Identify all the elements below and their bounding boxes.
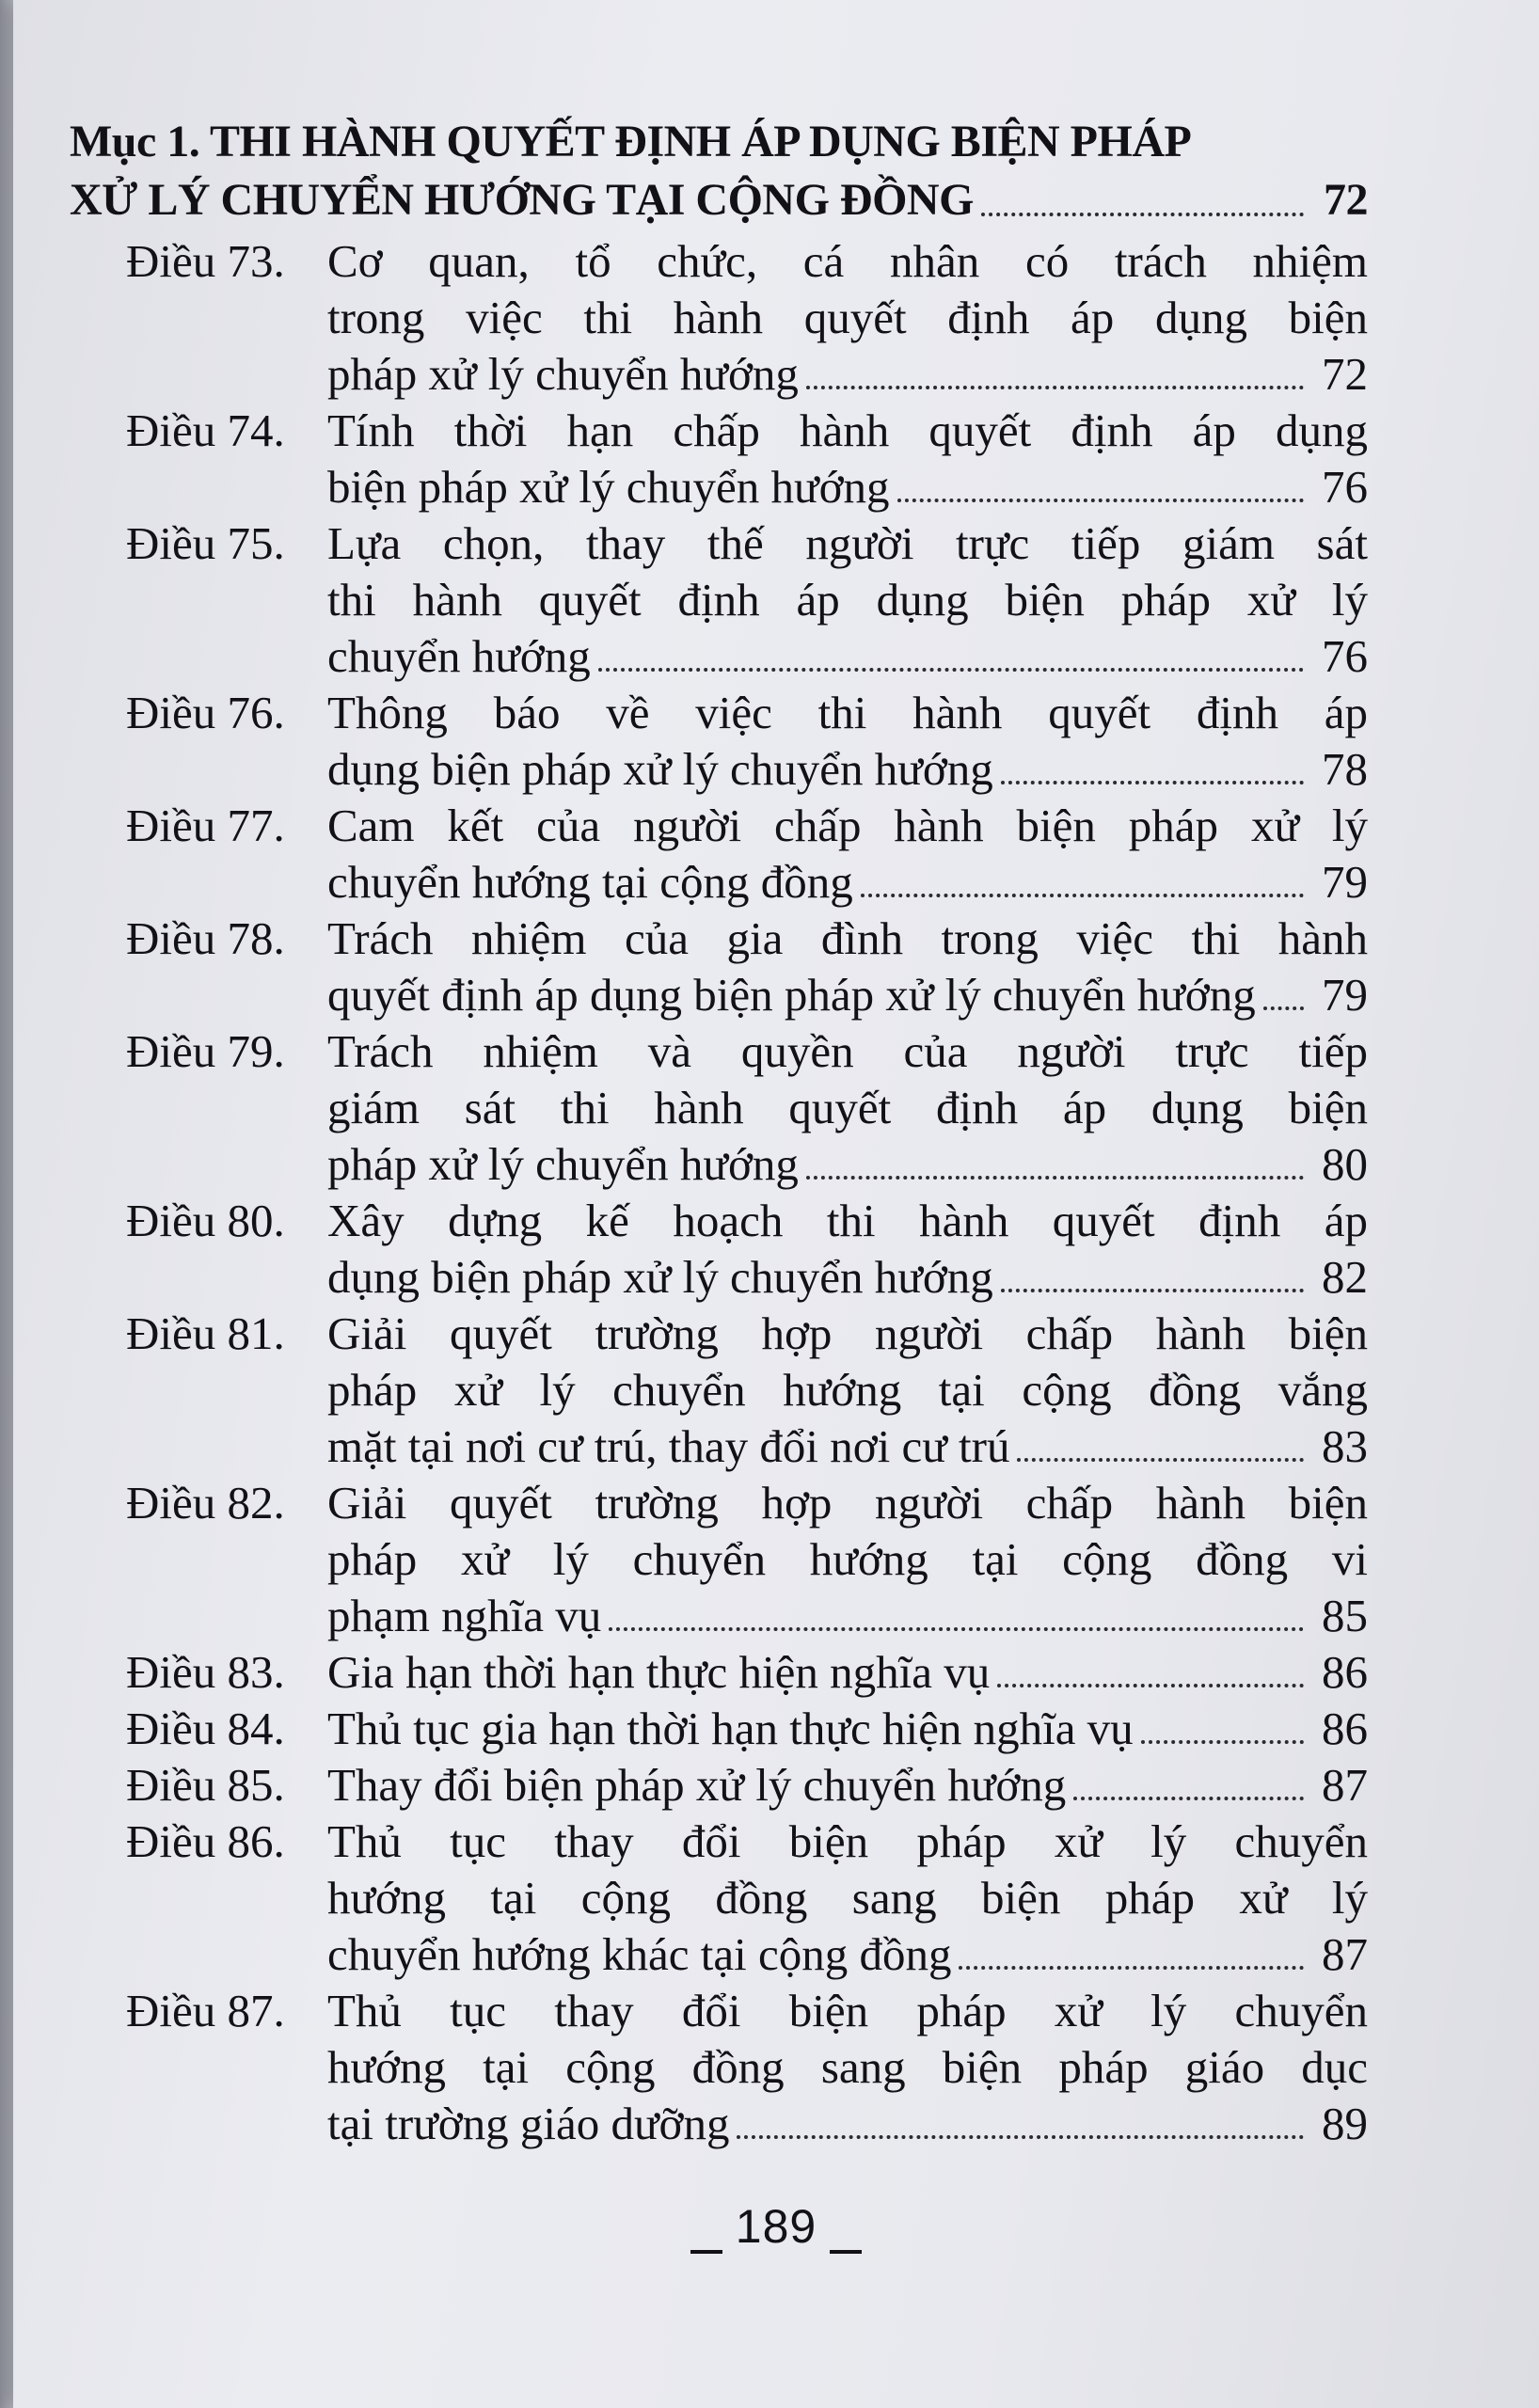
book-page: [13, 0, 1539, 2408]
article-title-line: Cơ quan, tổ chức, cá nhân có trách nhiệm: [327, 235, 1368, 287]
dot-leader: [1001, 1289, 1304, 1292]
dot-leader: [997, 1684, 1304, 1687]
toc-entry: [70, 1475, 1368, 1644]
article-number: Điều 84.: [126, 1703, 285, 1754]
article-number: Điều 83.: [126, 1646, 285, 1698]
dot-leader: [959, 1966, 1304, 1970]
article-title-line: pháp xử lý chuyển hướng tại cộng đồng vi: [327, 1533, 1368, 1585]
article-title-last-line: [327, 741, 1368, 798]
toc-entry: [70, 1193, 1368, 1306]
article-title: [312, 685, 1368, 798]
article-number: Điều 78.: [126, 912, 285, 964]
article-page-number: 86: [1322, 1703, 1368, 1754]
toc-entry: [70, 1306, 1368, 1475]
article-title-text: chuyển hướng khác tại cộng đồng: [327, 1928, 952, 1980]
dot-leader: [861, 894, 1304, 897]
article-title: [312, 1701, 1368, 1757]
toc-entries: [70, 233, 1368, 2152]
section-heading-line2-row: [70, 171, 1368, 230]
section-heading-line2: XỬ LÝ CHUYỂN HƯỚNG TẠI CỘNG ĐỒNG: [70, 175, 974, 225]
article-number: Điều 85.: [126, 1759, 285, 1811]
article-title-text: tại trường giáo dưỡng: [327, 2098, 730, 2149]
page-footer: [13, 2199, 1539, 2254]
article-title: [312, 1814, 1368, 1983]
article-number: Điều 73.: [126, 235, 285, 287]
toc-entry: [70, 1757, 1368, 1814]
dot-leader: [1141, 1740, 1304, 1744]
dot-leader: [806, 1176, 1304, 1180]
article-title-text: Thủ tục gia hạn thời hạn thực hiện nghĩa vụ: [327, 1703, 1134, 1754]
section-heading: [70, 113, 1368, 230]
toc-entry: [70, 1983, 1368, 2152]
article-number: Điều 87.: [126, 1985, 285, 2036]
article-title-text: pháp xử lý chuyển hướng: [327, 348, 799, 400]
dot-leader: [897, 499, 1305, 502]
article-title-text: chuyển hướng tại cộng đồng: [327, 856, 853, 908]
article-title-last-line: [327, 628, 1368, 685]
article-title: [312, 1644, 1368, 1701]
article-title-text: chuyển hướng: [327, 630, 591, 682]
book-spine: [0, 0, 13, 2408]
dot-leader: [1263, 1006, 1304, 1010]
article-page-number: 76: [1322, 630, 1368, 682]
article-page-number: 79: [1322, 969, 1368, 1021]
article-title: [312, 1193, 1368, 1306]
dot-leader: [737, 2135, 1304, 2139]
article-title-text: Thay đổi biện pháp xử lý chuyển hướng: [327, 1759, 1067, 1811]
article-title-last-line: [327, 1644, 1368, 1701]
article-title-line: thi hành quyết định áp dụng biện pháp xử lý: [327, 574, 1368, 626]
article-title-last-line: [327, 1418, 1368, 1475]
article-title: [312, 911, 1368, 1023]
article-number: Điều 81.: [126, 1307, 285, 1359]
article-page-number: 86: [1322, 1646, 1368, 1698]
article-page-number: 82: [1322, 1251, 1368, 1303]
article-number: Điều 79.: [126, 1025, 285, 1077]
article-title-last-line: [327, 1926, 1368, 1983]
article-title: [312, 403, 1368, 515]
article-page-number: 72: [1322, 348, 1368, 400]
article-title: [312, 1757, 1368, 1814]
toc-entry: [70, 1814, 1368, 1983]
article-number: Điều 82.: [126, 1477, 285, 1529]
toc-entry: [70, 403, 1368, 515]
article-title-line: Trách nhiệm của gia đình trong việc thi hành: [327, 912, 1368, 964]
article-number: Điều 74.: [126, 404, 285, 456]
article-page-number: 80: [1322, 1138, 1368, 1190]
toc-entry: [70, 1701, 1368, 1757]
article-page-number: 87: [1322, 1928, 1368, 1980]
article-title-line: Xây dựng kế hoạch thi hành quyết định áp: [327, 1195, 1368, 1246]
article-title-text: pháp xử lý chuyển hướng: [327, 1138, 799, 1190]
article-title-line: Giải quyết trường hợp người chấp hành biện: [327, 1307, 1368, 1359]
dot-leader: [1017, 1458, 1304, 1462]
dot-leader: [598, 668, 1304, 672]
article-page-number: 83: [1322, 1420, 1368, 1472]
footer-page-number: 189: [735, 2200, 817, 2253]
article-title: [312, 798, 1368, 911]
article-title-last-line: [327, 2096, 1368, 2152]
dot-leader: [1073, 1797, 1304, 1800]
section-heading-line1: Mục 1. THI HÀNH QUYẾT ĐỊNH ÁP DỤNG BIỆN PHÁP: [70, 117, 1192, 166]
article-title-last-line: [327, 459, 1368, 515]
article-title-text: dụng biện pháp xử lý chuyển hướng: [327, 1251, 993, 1303]
article-title-line: hướng tại cộng đồng sang biện pháp giáo dục: [327, 2041, 1368, 2093]
article-title-line: Thủ tục thay đổi biện pháp xử lý chuyển: [327, 1815, 1368, 1867]
article-title-line: hướng tại cộng đồng sang biện pháp xử lý: [327, 1872, 1368, 1924]
article-title-line: Cam kết của người chấp hành biện pháp xử lý: [327, 800, 1368, 851]
dot-leader: [1001, 781, 1304, 784]
article-title-line: Giải quyết trường hợp người chấp hành biện: [327, 1477, 1368, 1529]
toc-entry: [70, 685, 1368, 798]
toc-entry: [70, 798, 1368, 911]
article-number: Điều 76.: [126, 687, 285, 738]
article-title-text: mặt tại nơi cư trú, thay đổi nơi cư trú: [327, 1420, 1010, 1472]
dot-leader: [806, 386, 1304, 389]
article-title-text: dụng biện pháp xử lý chuyển hướng: [327, 743, 993, 795]
article-title-line: Thủ tục thay đổi biện pháp xử lý chuyển: [327, 1985, 1368, 2036]
article-title-line: pháp xử lý chuyển hướng tại cộng đồng vắng: [327, 1364, 1368, 1416]
article-title: [312, 233, 1368, 403]
article-page-number: 76: [1322, 461, 1368, 513]
article-title-text: phạm nghĩa vụ: [327, 1590, 602, 1641]
section-page-number: 72: [1324, 175, 1368, 225]
toc-entry: [70, 1023, 1368, 1193]
article-title: [312, 1023, 1368, 1193]
article-title-line: Tính thời hạn chấp hành quyết định áp dụng: [327, 404, 1368, 456]
article-title: [312, 1983, 1368, 2152]
article-number: Điều 86.: [126, 1815, 285, 1867]
article-number: Điều 77.: [126, 800, 285, 851]
article-title-text: Gia hạn thời hạn thực hiện nghĩa vụ: [327, 1646, 991, 1698]
article-title: [312, 1475, 1368, 1644]
table-of-contents: [70, 113, 1368, 2152]
article-title-last-line: [327, 854, 1368, 911]
article-title-line: Trách nhiệm và quyền của người trực tiếp: [327, 1025, 1368, 1077]
footer-dash-right: [830, 2250, 862, 2254]
article-title-last-line: [327, 1136, 1368, 1193]
article-title-last-line: [327, 1701, 1368, 1757]
article-title: [312, 1306, 1368, 1475]
article-title-line: giám sát thi hành quyết định áp dụng biện: [327, 1082, 1368, 1133]
article-title-last-line: [327, 346, 1368, 403]
article-title-last-line: [327, 967, 1368, 1023]
article-page-number: 78: [1322, 743, 1368, 795]
article-number: Điều 75.: [126, 517, 285, 569]
toc-entry: [70, 515, 1368, 685]
article-page-number: 87: [1322, 1759, 1368, 1811]
footer-dash-left: [690, 2250, 722, 2254]
article-title-last-line: [327, 1588, 1368, 1644]
article-title-line: trong việc thi hành quyết định áp dụng biện: [327, 292, 1368, 343]
article-page-number: 85: [1322, 1590, 1368, 1641]
toc-entry: [70, 233, 1368, 403]
toc-entry: [70, 1644, 1368, 1701]
dot-leader: [981, 213, 1304, 216]
article-title: [312, 515, 1368, 685]
article-number: Điều 80.: [126, 1195, 285, 1246]
article-title-line: Thông báo về việc thi hành quyết định áp: [327, 687, 1368, 738]
article-page-number: 79: [1322, 856, 1368, 908]
dot-leader: [609, 1627, 1304, 1631]
toc-entry: [70, 911, 1368, 1023]
article-page-number: 89: [1322, 2098, 1368, 2149]
article-title-last-line: [327, 1249, 1368, 1306]
article-title-last-line: [327, 1757, 1368, 1814]
article-title-text: quyết định áp dụng biện pháp xử lý chuyển hướng: [327, 969, 1256, 1021]
article-title-text: biện pháp xử lý chuyển hướng: [327, 461, 890, 513]
article-title-line: Lựa chọn, thay thế người trực tiếp giám sát: [327, 517, 1368, 569]
